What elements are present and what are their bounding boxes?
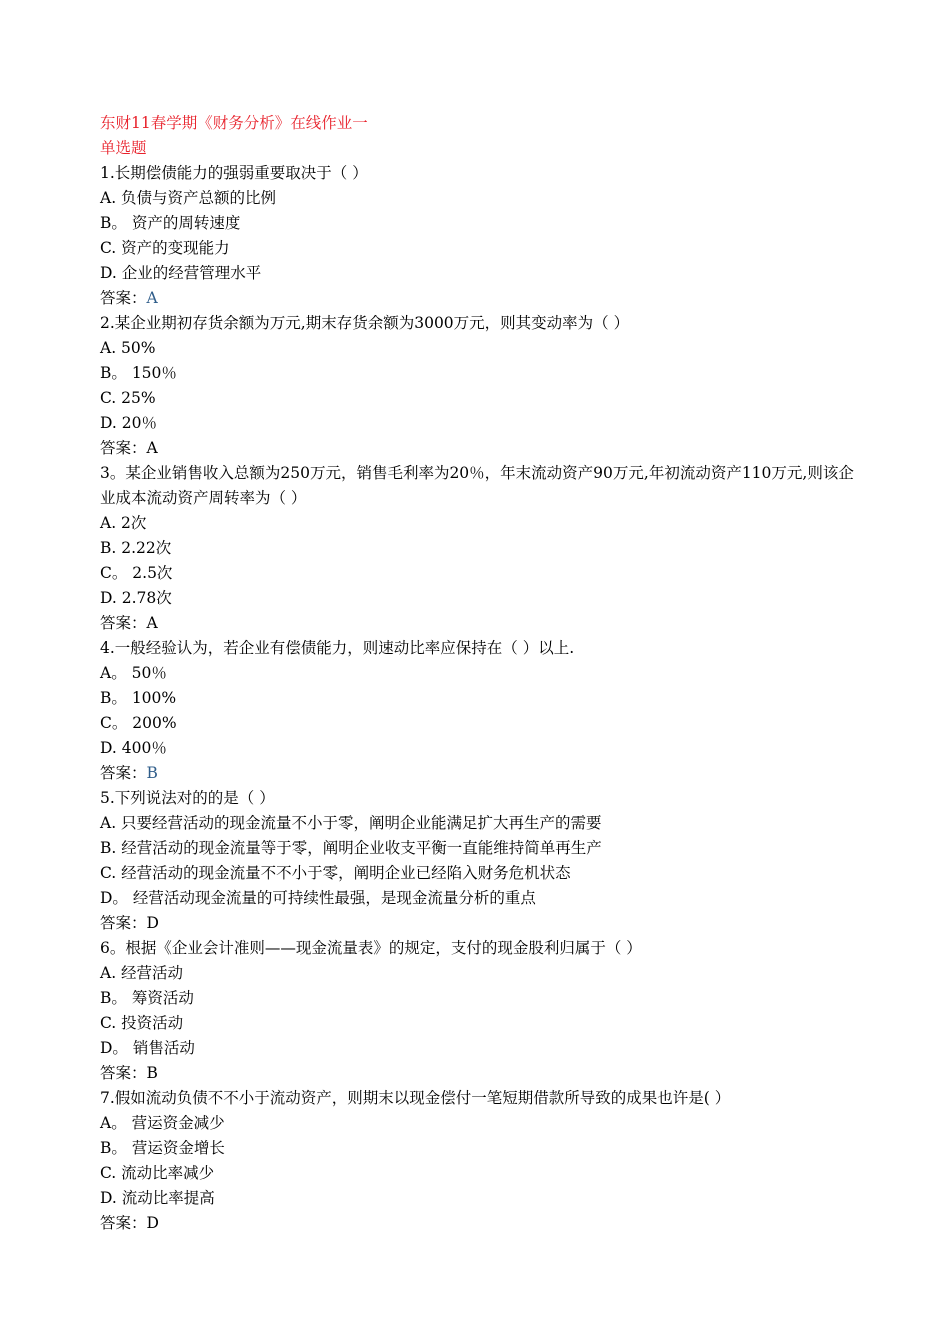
option-b: B。 营运资金增长 [100, 1139, 225, 1157]
option-c: C. 资产的变现能力 [100, 239, 230, 257]
answer-line [100, 1211, 860, 1236]
option-d: D。 销售活动 [100, 1039, 195, 1057]
option-b: B。 筹资活动 [100, 989, 194, 1007]
answer-label: 答案： [100, 614, 147, 632]
option-c: C。 200% [100, 714, 177, 732]
answer-value: D [146, 1214, 159, 1232]
answer-line [100, 286, 860, 311]
option-d: D. 企业的经营管理水平 [100, 264, 262, 282]
option-b: B。 150％ [100, 364, 177, 382]
answer-label: 答案： [100, 289, 147, 307]
option-d: D. 20％ [100, 414, 157, 432]
answer-label: 答案： [100, 764, 147, 782]
option-c: C. 投资活动 [100, 1014, 184, 1032]
answer-value: A [146, 289, 158, 307]
option-d: D. 2.78次 [100, 589, 172, 607]
answer-label: 答案： [100, 1214, 147, 1232]
option-a: A. 只要经营活动的现金流量不小于零，阐明企业能满足扩大再生产的需要 [100, 814, 602, 832]
question-4 [100, 636, 860, 786]
question-stem: 5.下列说法对的的是（ ） [100, 789, 275, 807]
answer-label: 答案： [100, 439, 147, 457]
option-c: C。 2.5次 [100, 564, 173, 582]
answer-line [100, 436, 860, 461]
question-stem: 6。根据《企业会计准则——现金流量表》的规定，支付的现金股利归属于（ ） [100, 939, 642, 957]
option-c: C. 25% [100, 389, 156, 407]
question-stem: 2.某企业期初存货余额为万元,期末存货余额为3000万元，则其变动率为（ ） [100, 314, 630, 332]
option-a: A. 2次 [100, 514, 147, 532]
option-b: B。 资产的周转速度 [100, 214, 241, 232]
option-a: A. 经营活动 [100, 964, 184, 982]
answer-line [100, 611, 860, 636]
question-3 [100, 461, 860, 636]
question-stem: 3。某企业销售收入总额为250万元，销售毛利率为20％，年末流动资产90万元,年初流动资产110万元,则该企业成本流动资产周转率为（ ） [100, 464, 854, 507]
option-a: A. 50% [100, 339, 156, 357]
option-d: D. 流动比率提高 [100, 1189, 215, 1207]
answer-line [100, 1061, 860, 1086]
answer-value: B [146, 764, 158, 782]
option-c: C. 流动比率减少 [100, 1164, 215, 1182]
answer-value: B [146, 1064, 158, 1082]
answer-label: 答案： [100, 914, 147, 932]
question-stem: 1.长期偿债能力的强弱重要取决于（ ） [100, 164, 368, 182]
document-page [100, 111, 860, 1236]
option-a: A. 负债与资产总额的比例 [100, 189, 277, 207]
question-1 [100, 161, 860, 311]
question-6 [100, 936, 860, 1086]
option-a: A。 营运资金减少 [100, 1114, 225, 1132]
answer-line [100, 761, 860, 786]
option-b: B。 100% [100, 689, 177, 707]
question-stem: 7.假如流动负债不不小于流动资产，则期末以现金偿付一笔短期借款所导致的成果也许是( ） [100, 1089, 731, 1107]
question-2 [100, 311, 860, 461]
doc-title: 东财11春学期《财务分析》在线作业一 [100, 114, 368, 132]
option-d: D。 经营活动现金流量的可持续性最强，是现金流量分析的重点 [100, 889, 536, 907]
answer-value: A [146, 439, 158, 457]
answer-line [100, 911, 860, 936]
option-a: A。 50％ [100, 664, 167, 682]
option-b: B. 经营活动的现金流量等于零，阐明企业收支平衡一直能维持简单再生产 [100, 839, 602, 857]
option-d: D. 400％ [100, 739, 167, 757]
answer-label: 答案： [100, 1064, 147, 1082]
question-5 [100, 786, 860, 936]
option-c: C. 经营活动的现金流量不不小于零，阐明企业已经陷入财务危机状态 [100, 864, 571, 882]
question-stem: 4.一般经验认为，若企业有偿债能力，则速动比率应保持在（ ）以上. [100, 639, 575, 657]
answer-value: A [146, 614, 158, 632]
option-b: B. 2.22次 [100, 539, 172, 557]
section-heading: 单选题 [100, 139, 147, 157]
answer-value: D [146, 914, 159, 932]
question-7 [100, 1086, 860, 1236]
